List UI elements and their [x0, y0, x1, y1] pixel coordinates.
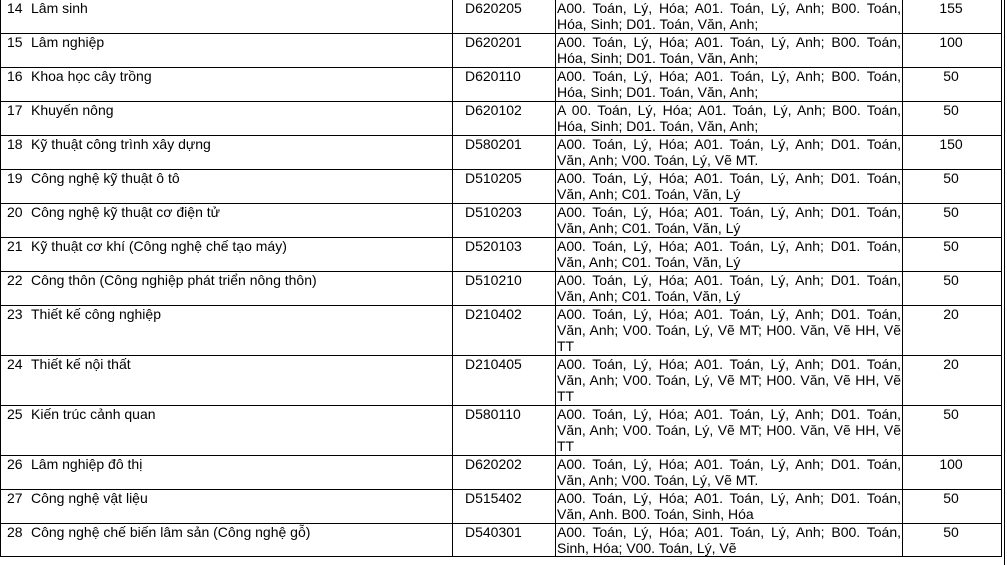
major-name: Công nghệ chế biến lâm sản (Công nghệ gỗ) [31, 524, 453, 557]
table-row [1, 170, 1002, 204]
enrollment-quota: 50 [903, 272, 1002, 306]
major-code: D210402 [453, 306, 556, 356]
table-row [1, 136, 1002, 170]
row-number: 27 [1, 490, 32, 524]
subject-combinations: A00. Toán, Lý, Hóa; A01. Toán, Lý, Anh; D01. Toán, Văn, Anh; C01. Toán, Văn, Lý [557, 204, 901, 236]
major-name: Lâm sinh [31, 0, 453, 34]
major-name: Kỹ thuật cơ khí (Công nghệ chế tạo máy) [31, 238, 453, 272]
row-number: 14 [1, 0, 32, 34]
major-name: Lâm nghiệp [31, 34, 453, 68]
subject-combinations: A00. Toán, Lý, Hóa; A01. Toán, Lý, Anh; D01. Toán, Văn, Anh; V00. Toán, Lý, Vẽ MT. [557, 136, 901, 168]
major-code: D620201 [453, 34, 556, 68]
table-row [1, 524, 1002, 557]
enrollment-quota: 50 [903, 170, 1002, 204]
major-name: Công nghệ vật liệu [31, 490, 453, 524]
subject-combinations: A00. Toán, Lý, Hóa; A01. Toán, Lý, Anh; B00. Toán, Sinh, Hóa; V00. Toán, Lý, Vẽ [557, 524, 901, 556]
major-code: D520103 [453, 238, 556, 272]
enrollment-quota: 50 [903, 406, 1002, 456]
subject-combinations: A00. Toán, Lý, Hóa; A01. Toán, Lý, Anh; D01. Toán, Văn, Anh. B00. Toán, Sinh, Hóa [557, 490, 901, 522]
enrollment-quota: 50 [903, 204, 1002, 238]
table-row [1, 102, 1002, 136]
major-name: Khoa học cây trồng [31, 68, 453, 102]
enrollment-quota: 100 [903, 456, 1002, 490]
major-code: D515402 [453, 490, 556, 524]
subject-combinations: A00. Toán, Lý, Hóa; A01. Toán, Lý, Anh; B00. Toán, Hóa, Sinh; D01. Toán, Văn, Anh; [557, 0, 901, 32]
enrollment-quota: 155 [903, 0, 1002, 34]
major-code: D540301 [453, 524, 556, 557]
table-row [1, 306, 1002, 356]
table-row [1, 0, 1002, 34]
row-number: 23 [1, 306, 32, 356]
table-row [1, 406, 1002, 456]
enrollment-quota: 50 [903, 68, 1002, 102]
enrollment-quota: 20 [903, 356, 1002, 406]
major-code: D580201 [453, 136, 556, 170]
major-name: Công thôn (Công nghiệp phát triển nông thôn) [31, 272, 453, 306]
subject-combinations: A00. Toán, Lý, Hóa; A01. Toán, Lý, Anh; B00. Toán, Hóa, Sinh; D01. Toán, Văn, Anh; [557, 68, 901, 100]
major-code: D620202 [453, 456, 556, 490]
major-code: D510210 [453, 272, 556, 306]
enrollment-quota: 50 [903, 102, 1002, 136]
row-number: 22 [1, 272, 32, 306]
subject-combinations: A00. Toán, Lý, Hóa; A01. Toán, Lý, Anh; D01. Toán, Văn, Anh; V00. Toán, Lý, Vẽ MT; H00. Văn, Vẽ HH, Vẽ TT [557, 306, 901, 354]
enrollment-quota: 150 [903, 136, 1002, 170]
enrollment-quota: 100 [903, 34, 1002, 68]
subject-combinations: A00. Toán, Lý, Hóa; A01. Toán, Lý, Anh; D01. Toán, Văn, Anh; V00. Toán, Lý, Vẽ MT; H00. Văn, Vẽ HH, Vẽ TT [557, 356, 901, 404]
enrollment-quota: 20 [903, 306, 1002, 356]
subject-combinations: A00. Toán, Lý, Hóa; A01. Toán, Lý, Anh; D01. Toán, Văn, Anh; C01. Toán, Văn, Lý [557, 272, 901, 304]
major-name: Kỹ thuật công trình xây dựng [31, 136, 453, 170]
subject-combinations: A 00. Toán, Lý, Hóa; A01. Toán, Lý, Anh; B00. Toán, Hóa, Sinh; D01. Toán, Văn, Anh; [557, 102, 901, 134]
major-code: D580110 [453, 406, 556, 456]
major-code: D620205 [453, 0, 556, 34]
major-code: D620110 [453, 68, 556, 102]
major-name: Khuyến nông [31, 102, 453, 136]
row-number: 16 [1, 68, 32, 102]
major-code: D510205 [453, 170, 556, 204]
major-name: Thiết kế công nghiệp [31, 306, 453, 356]
major-code: D210405 [453, 356, 556, 406]
major-code: D620102 [453, 102, 556, 136]
row-number: 18 [1, 136, 32, 170]
table-row [1, 456, 1002, 490]
enrollment-quota: 50 [903, 490, 1002, 524]
major-name: Kiến trúc cảnh quan [31, 406, 453, 456]
row-number: 26 [1, 456, 32, 490]
subject-combinations: A00. Toán, Lý, Hóa; A01. Toán, Lý, Anh; D01. Toán, Văn, Anh; V00. Toán, Lý, Vẽ MT. [557, 456, 901, 488]
row-number: 15 [1, 34, 32, 68]
subject-combinations: A00. Toán, Lý, Hóa; A01. Toán, Lý, Anh; D01. Toán, Văn, Anh; C01. Toán, Văn, Lý [557, 238, 901, 270]
subject-combinations: A00. Toán, Lý, Hóa; A01. Toán, Lý, Anh; D01. Toán, Văn, Anh; C01. Toán, Văn, Lý [557, 170, 901, 202]
row-number: 17 [1, 102, 32, 136]
major-name: Thiết kế nội thất [31, 356, 453, 406]
subject-combinations: A00. Toán, Lý, Hóa; A01. Toán, Lý, Anh; B00. Toán, Hóa, Sinh; D01. Toán, Văn, Anh; [557, 34, 901, 66]
major-name: Lâm nghiệp đô thị [31, 456, 453, 490]
major-code: D510203 [453, 204, 556, 238]
enrollment-quota: 50 [903, 238, 1002, 272]
enrollment-quota: 50 [903, 524, 1002, 557]
admissions-table-body [1, 0, 1002, 557]
table-row [1, 204, 1002, 238]
table-row [1, 238, 1002, 272]
table-row [1, 68, 1002, 102]
row-number: 20 [1, 204, 32, 238]
table-row [1, 490, 1002, 524]
row-number: 28 [1, 524, 32, 557]
row-number: 21 [1, 238, 32, 272]
subject-combinations: A00. Toán, Lý, Hóa; A01. Toán, Lý, Anh; D01. Toán, Văn, Anh; V00. Toán, Lý, Vẽ MT; H00. Văn, Vẽ HH, Vẽ TT [557, 406, 901, 454]
table-row [1, 272, 1002, 306]
major-name: Công nghệ kỹ thuật ô tô [31, 170, 453, 204]
row-number: 19 [1, 170, 32, 204]
row-number: 24 [1, 356, 32, 406]
major-name: Công nghệ kỹ thuật cơ điện tử [31, 204, 453, 238]
table-row [1, 34, 1002, 68]
table-row [1, 356, 1002, 406]
row-number: 25 [1, 406, 32, 456]
